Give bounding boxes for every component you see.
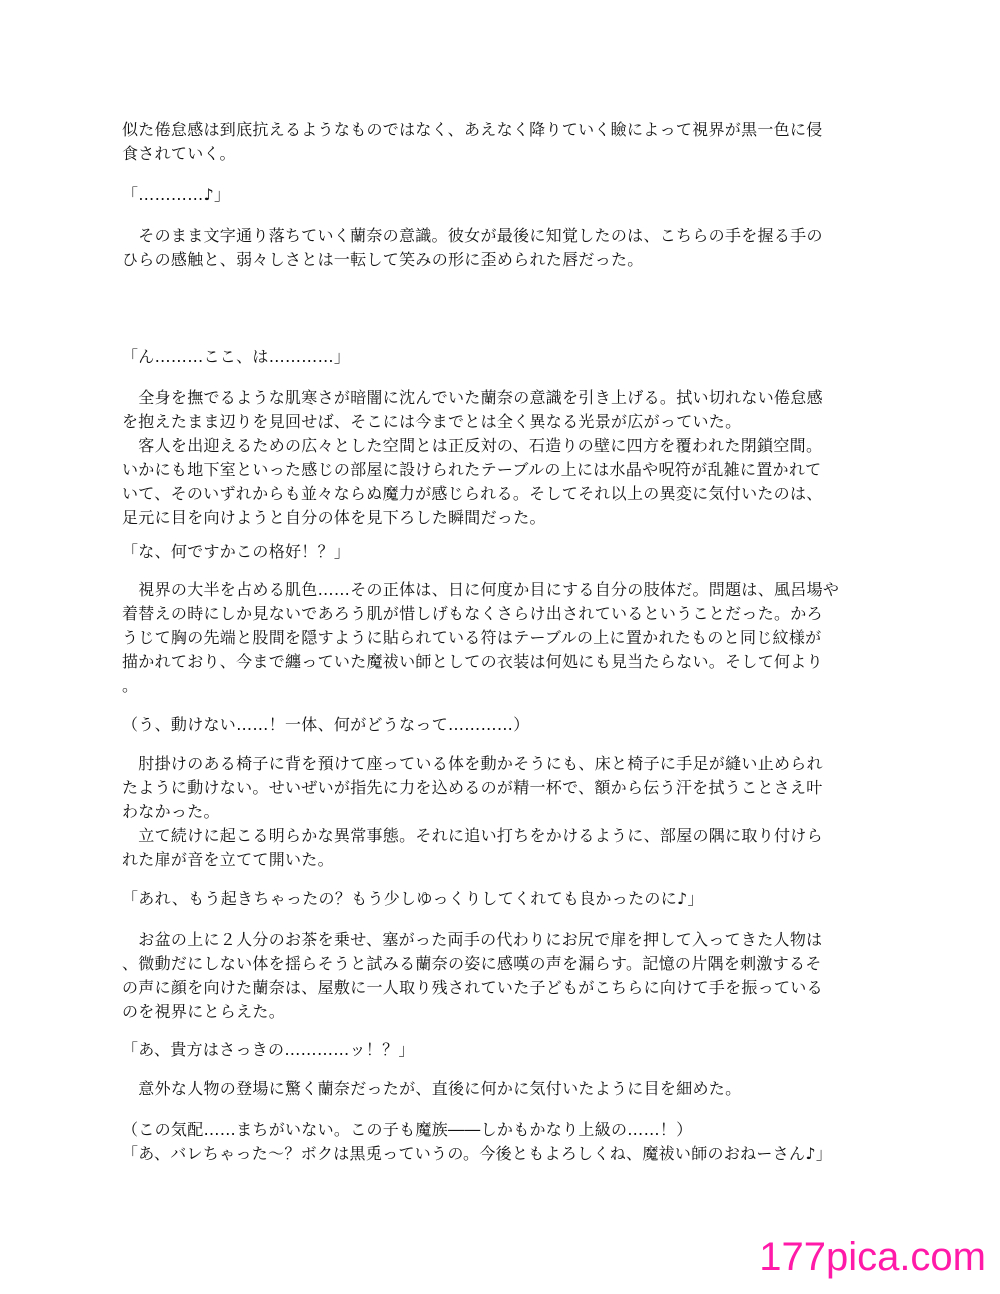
text-line: そのまま文字通り落ちていく蘭奈の意識。彼女が最後に知覚したのは、こちらの手を握る手の xyxy=(122,226,823,245)
text-line: いかにも地下室といった感じの部屋に設けられたテーブルの上には水晶や呪符が乱雑に置かれて xyxy=(122,460,822,479)
text-line: れた扉が音を立てて開いた。 xyxy=(122,850,334,869)
text-line: 、微動だにしない体を揺らそうと試みる蘭奈の姿に感嘆の声を漏らす。記憶の片隅を刺激するそ xyxy=(122,954,822,973)
text-line: のを視界にとらえた。 xyxy=(122,1002,286,1021)
text-line: お盆の上に２人分のお茶を乗せ、塞がった両手の代わりにお尻で扉を押して入ってきた人物は xyxy=(122,930,823,949)
text-line: 「…………♪」 xyxy=(122,185,231,204)
text-line: 「ん………ここ、は…………」 xyxy=(122,347,351,366)
text-line: （う、動けない……！一体、何がどうなって…………） xyxy=(122,715,530,734)
text-line: 食されていく。 xyxy=(122,144,236,163)
text-line: ひらの感触と、弱々しさとは一転して笑みの形に歪められた唇だった。 xyxy=(122,250,644,269)
text-line: 視界の大半を占める肌色……その正体は、日に何度か目にする自分の肢体だ。問題は、風呂場や xyxy=(122,580,840,599)
text-line: わなかった。 xyxy=(122,802,220,821)
text-line: 肘掛けのある椅子に背を預けて座っている体を動かそうにも、床と椅子に手足が縫い止められ xyxy=(122,754,823,773)
text-line: 「あ、貴方はさっきの…………ッ！？」 xyxy=(122,1040,415,1059)
text-line: 着替えの時にしか見ないであろう肌が惜しげもなくさらけ出されているということだった。かろ xyxy=(122,604,823,623)
watermark: 177pica.com xyxy=(759,1235,986,1279)
text-line: 「あれ、もう起きちゃったの？もう少しゆっくりしてくれても良かったのに♪」 xyxy=(122,889,704,908)
text-line: の声に顔を向けた蘭奈は、屋敷に一人取り残されていた子どもがこちらに向けて手を振っている xyxy=(122,978,823,997)
text-line: 立て続けに起こる明らかな異常事態。それに追い打ちをかけるように、部屋の隅に取り付けら xyxy=(122,826,823,845)
text-line: うじて胸の先端と股間を隠すように貼られている符はテーブルの上に置かれたものと同じ紋様が xyxy=(122,628,822,647)
text-line: 描かれており、今まで纏っていた魔祓い師としての衣装は何処にも見当たらない。そして何より xyxy=(122,652,823,671)
text-line: 客人を出迎えるための広々とした空間とは正反対の、石造りの壁に四方を覆われた閉鎖空間。 xyxy=(122,436,823,455)
text-line: 足元に目を向けようと自分の体を見下ろした瞬間だった。 xyxy=(122,508,546,527)
text-line: 意外な人物の登場に驚く蘭奈だったが、直後に何かに気付いたように目を細めた。 xyxy=(122,1079,742,1098)
text-line: たように動けない。せいぜいが指先に力を込めるのが精一杯で、額から伝う汗を拭うことさえ叶 xyxy=(122,778,823,797)
text-line: 全身を撫でるような肌寒さが暗闇に沈んでいた蘭奈の意識を引き上げる。拭い切れない倦怠感 xyxy=(122,388,823,407)
text-line: 「な、何ですかこの格好！？」 xyxy=(122,542,351,561)
text-line: を抱えたまま辺りを見回せば、そこには今までとは全く異なる光景が広がっていた。 xyxy=(122,412,742,431)
text-line: 似た倦怠感は到底抗えるようなものではなく、あえなく降りていく瞼によって視界が黒一色に侵 xyxy=(122,120,823,139)
text-line: （この気配……まちがいない。この子も魔族――しかもかなり上級の……！） xyxy=(122,1120,693,1139)
text-line: 。 xyxy=(122,676,139,695)
text-line: 「あ、バレちゃった～？ボクは黒兎っていうの。今後ともよろしくね、魔祓い師のおねーさん♪」 xyxy=(122,1144,833,1163)
text-line: いて、そのいずれからも並々ならぬ魔力が感じられる。そしてそれ以上の異変に気付いたのは、 xyxy=(122,484,823,503)
